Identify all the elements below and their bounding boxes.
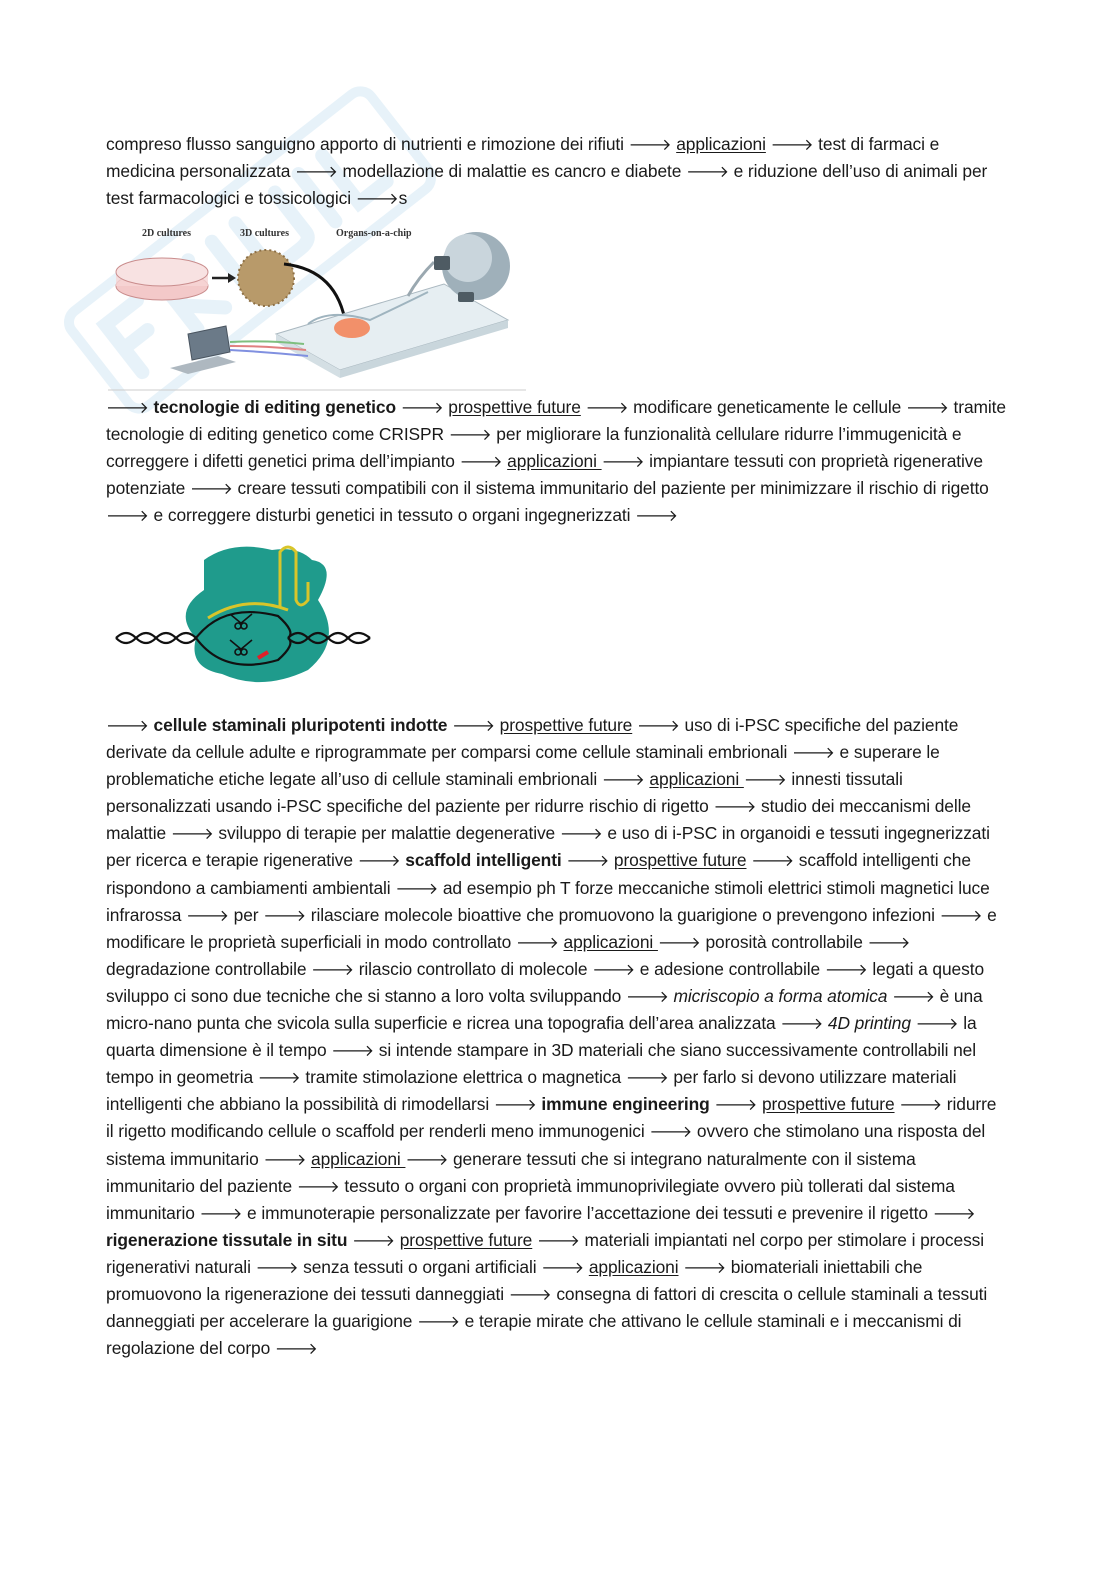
text-span: rilasciare molecole bioattive che promuovono la guarigione o prevengono infezioni: [306, 904, 940, 925]
arrow-icon: 🡒: [592, 959, 636, 979]
arrow-icon: 🡒: [352, 1230, 395, 1250]
arrow-icon: 🡒: [713, 797, 757, 817]
text-span: porosità controllabile: [700, 931, 868, 952]
arrow-icon: 🡒: [601, 770, 645, 790]
text-span: senza tessuti o organi artificiali: [298, 1256, 542, 1277]
text-span: biomateriali iniettabili che promuovono la rigenerazione dei tessuti danneggiati: [106, 1256, 923, 1304]
text-span: ridurre il rigetto modificando cellule o scaffold per renderli meno immunogenici: [106, 1094, 997, 1142]
arrow-icon: 🡒: [400, 398, 444, 417]
arrow-icon: 🡒: [515, 932, 559, 952]
arrow-icon: 🡒: [106, 506, 149, 526]
arrow-icon: 🡒: [296, 1176, 340, 1196]
text-span: generare tessuti che si integrano naturalmente con il sistema immunitario del paziente: [106, 1148, 916, 1196]
arrow-icon: 🡒: [311, 959, 354, 979]
text-span: prospettive future: [613, 850, 747, 871]
text-span: innesti tissutali personalizzati usando i-PSC specifiche del paziente per ridurre rischio di rigetto: [106, 769, 903, 817]
arrow-icon: 🡒: [770, 135, 814, 154]
arrow-icon: 🡒: [106, 398, 149, 417]
arrow-icon: 🡒: [263, 905, 307, 925]
text-span: modellazione di malattie es cancro e diabete: [337, 161, 687, 182]
text-span: applicazioni: [507, 451, 602, 472]
arrow-icon: 🡒: [405, 1149, 449, 1169]
arrow-icon: 🡒: [636, 716, 680, 735]
text-span: sviluppo di terapie per malattie degenerative: [213, 823, 560, 844]
arrow-icon: 🡒: [686, 162, 729, 182]
text-span: modificare geneticamente le cellule: [628, 397, 906, 417]
text-span: prospettive future: [399, 1229, 533, 1250]
text-span: e correggere disturbi genetici in tessuto o organi ingegnerizzati: [148, 505, 636, 526]
text-span: uso di i-PSC specifiche del paziente derivate da cellule adulte e riprogrammate per comparsi come cellule staminali embrionali: [106, 715, 959, 763]
paragraph-organ-on-chip: [106, 131, 1006, 212]
arrow-icon: 🡒: [263, 1149, 307, 1169]
text-span: materiali impiantati nel corpo per stimolare i processi rigenerativi naturali: [106, 1229, 985, 1277]
arrow-icon: 🡒: [186, 905, 229, 925]
arrow-icon: 🡒: [199, 1203, 243, 1223]
link-applicazioni: applicazioni: [676, 134, 766, 154]
arrow-icon: 🡒: [743, 770, 787, 790]
arrow-icon: 🡒: [357, 851, 401, 871]
text-span: e superare le problematiche etiche legate all’uso di cellule staminali embrionali: [106, 742, 940, 790]
paragraph-editing-genetico: [106, 394, 1006, 529]
arrow-icon: 🡒: [628, 135, 672, 154]
text-span: applicazioni: [563, 931, 658, 952]
arrow-icon: 🡒: [537, 1230, 580, 1250]
arrow-icon: 🡒: [493, 1095, 537, 1115]
arrow-icon: 🡒: [649, 1122, 693, 1142]
arrow-icon: 🡒: [683, 1257, 727, 1277]
text-span: applicazioni: [588, 1256, 679, 1277]
heading-ipsc: cellule staminali pluripotenti indotte: [153, 715, 448, 735]
text-span: prospettive future: [448, 397, 581, 417]
text-span: per: [228, 904, 264, 925]
text-span: compreso flusso sanguigno apporto di nutrienti e rimozione dei rifiuti: [106, 134, 629, 154]
text-span: applicazioni: [311, 1148, 406, 1169]
arrow-icon: 🡒: [566, 851, 610, 871]
heading-rigenerazione-in-situ: rigenerazione tissutale in situ: [106, 1229, 348, 1250]
text-span: test di farmaci e medicina personalizzata: [106, 134, 940, 182]
heading-scaffold: scaffold intelligenti: [405, 850, 562, 871]
arrow-icon: 🡒: [791, 743, 835, 763]
arrow-icon: 🡒: [905, 398, 949, 417]
arrow-icon: 🡒: [635, 506, 678, 526]
arrow-icon: 🡒: [585, 398, 629, 417]
arrow-icon: 🡒: [255, 1257, 299, 1277]
text-span: 4D printing: [827, 1013, 911, 1034]
label-2d-cultures: 2D cultures: [142, 228, 191, 239]
arrow-icon: 🡒: [601, 452, 645, 472]
arrow-icon: 🡒: [932, 1203, 976, 1223]
arrow-icon: 🡒: [625, 1068, 669, 1088]
arrow-icon: 🡒: [452, 716, 495, 735]
arrow-icon: 🡒: [780, 1014, 824, 1034]
text-span: e modificare le proprietà superficiali in modo controllato: [106, 904, 997, 952]
text-span: e immunoterapie personalizzate per favorire l’accettazione dei tessuti e prevenire il rigetto: [242, 1202, 933, 1223]
arrow-icon: 🡒: [257, 1068, 301, 1088]
text-span: s: [398, 188, 408, 209]
arrow-icon: 🡒: [892, 986, 935, 1006]
arrow-icon: 🡒: [559, 824, 603, 844]
text-span: prospettive future: [499, 715, 633, 735]
arrow-icon: 🡒: [541, 1257, 585, 1277]
text-span: impiantare tessuti con proprietà rigenerative potenziate: [106, 451, 983, 499]
text-span: e uso di i-PSC in organoidi e tessuti ingegnerizzati per ricerca e terapie rigenerative: [106, 823, 990, 871]
arrow-icon: 🡒: [190, 479, 233, 499]
arrow-icon: 🡒: [459, 452, 503, 472]
arrow-icon: 🡒: [625, 986, 669, 1006]
text-span: per migliorare la funzionalità cellulare ridurre l’immugenicità e correggere i difetti genetici prima dell’impianto: [106, 424, 962, 472]
arrow-icon: 🡒: [867, 932, 911, 952]
paragraph-staminali-scaffold-immune: [106, 712, 1006, 1362]
text-span: degradazione controllabile: [106, 958, 312, 979]
label-organs-on-chip: Organs-on-a-chip: [336, 228, 412, 239]
arrow-icon: 🡒: [295, 162, 338, 182]
petri-dish-icon: [116, 258, 208, 300]
text-span: studio dei meccanismi delle malattie: [106, 796, 971, 844]
text-span: consegna di fattori di crescita o cellule staminali a tessuti danneggiati per accelerare la guarigione: [106, 1283, 988, 1332]
text-span: tessuto o organi con proprietà immunoprivilegiate ovvero più tollerati dal sistema immunitario: [106, 1175, 955, 1223]
arrow-icon: 🡒: [395, 878, 439, 898]
text-span: ovvero che stimolano una risposta del sistema immunitario: [106, 1121, 986, 1169]
arrow-icon: 🡒: [331, 1041, 375, 1061]
text-span: prospettive future: [761, 1094, 895, 1115]
text-span: e adesione controllabile: [635, 958, 825, 979]
arrow-icon: 🡒: [417, 1312, 460, 1332]
text-span: e riduzione dell’uso di animali per test farmacologici e tossicologici: [106, 161, 988, 209]
arrow-icon: 🡒: [824, 959, 868, 979]
heading-immune-engineering: immune engineering: [541, 1094, 710, 1115]
arrow-icon: 🡒: [939, 905, 983, 925]
arrow-icon: 🡒: [170, 824, 214, 844]
text-span: è una micro-nano punta che svicola sulla superficie e ricrea una topografia dell’area analizzata: [106, 985, 983, 1034]
arrow-icon: 🡒: [448, 425, 492, 445]
arrow-icon: 🡒: [106, 716, 149, 735]
text-span: scaffold intelligenti che rispondono a cambiamenti ambientali: [106, 850, 971, 898]
arrow-icon: 🡒: [899, 1095, 943, 1115]
text-span: si intende stampare in 3D materiali che siano successivamente controllabili nel tempo in geometria: [106, 1040, 977, 1088]
text-span: e terapie mirate che attivano le cellule staminali e i meccanismi di regolazione del corpo: [106, 1311, 962, 1359]
spheroid-icon: [238, 250, 294, 306]
text-span: rilascio controllato di molecole: [353, 958, 593, 979]
text-span: ad esempio ph T forze meccaniche stimoli elettrici stimoli magnetici luce infrarossa: [106, 877, 990, 925]
heading-editing-genetico: tecnologie di editing genetico: [153, 397, 396, 417]
arrow-icon: 🡒: [508, 1284, 552, 1304]
crispr-cas9-figure: [112, 542, 382, 687]
arrow-icon: 🡒: [657, 932, 701, 952]
arrow-icon: 🡒: [714, 1095, 758, 1115]
organs-on-chip-figure: [108, 222, 528, 392]
cas9-protein-shape: [186, 547, 329, 682]
text-span: tramite stimolazione elettrica o magnetica: [300, 1067, 626, 1088]
text-span: legati a questo sviluppo ci sono due tecniche che si stanno a loro volta sviluppando: [106, 958, 985, 1006]
arrow-icon: 🡒: [751, 851, 795, 871]
text-span: creare tessuti compatibili con il sistema immunitario del paziente per minimizzare il rischio di rigetto: [232, 478, 989, 499]
text-span: micriscopio a forma atomica: [673, 985, 888, 1006]
text-span: tramite tecnologie di editing genetico come CRISPR: [106, 397, 1006, 445]
text-span: la quarta dimensione è il tempo: [106, 1013, 977, 1061]
arrow-icon: 🡒: [915, 1014, 959, 1034]
arrow-icon: 🡒: [274, 1339, 318, 1359]
arrow-icon: 🡒: [355, 189, 399, 209]
text-span: per farlo si devono utilizzare materiali intelligenti che abbiano la possibilità di rimodellarsi: [106, 1067, 957, 1115]
text-span: applicazioni: [649, 769, 744, 790]
label-3d-cultures: 3D cultures: [240, 228, 289, 239]
